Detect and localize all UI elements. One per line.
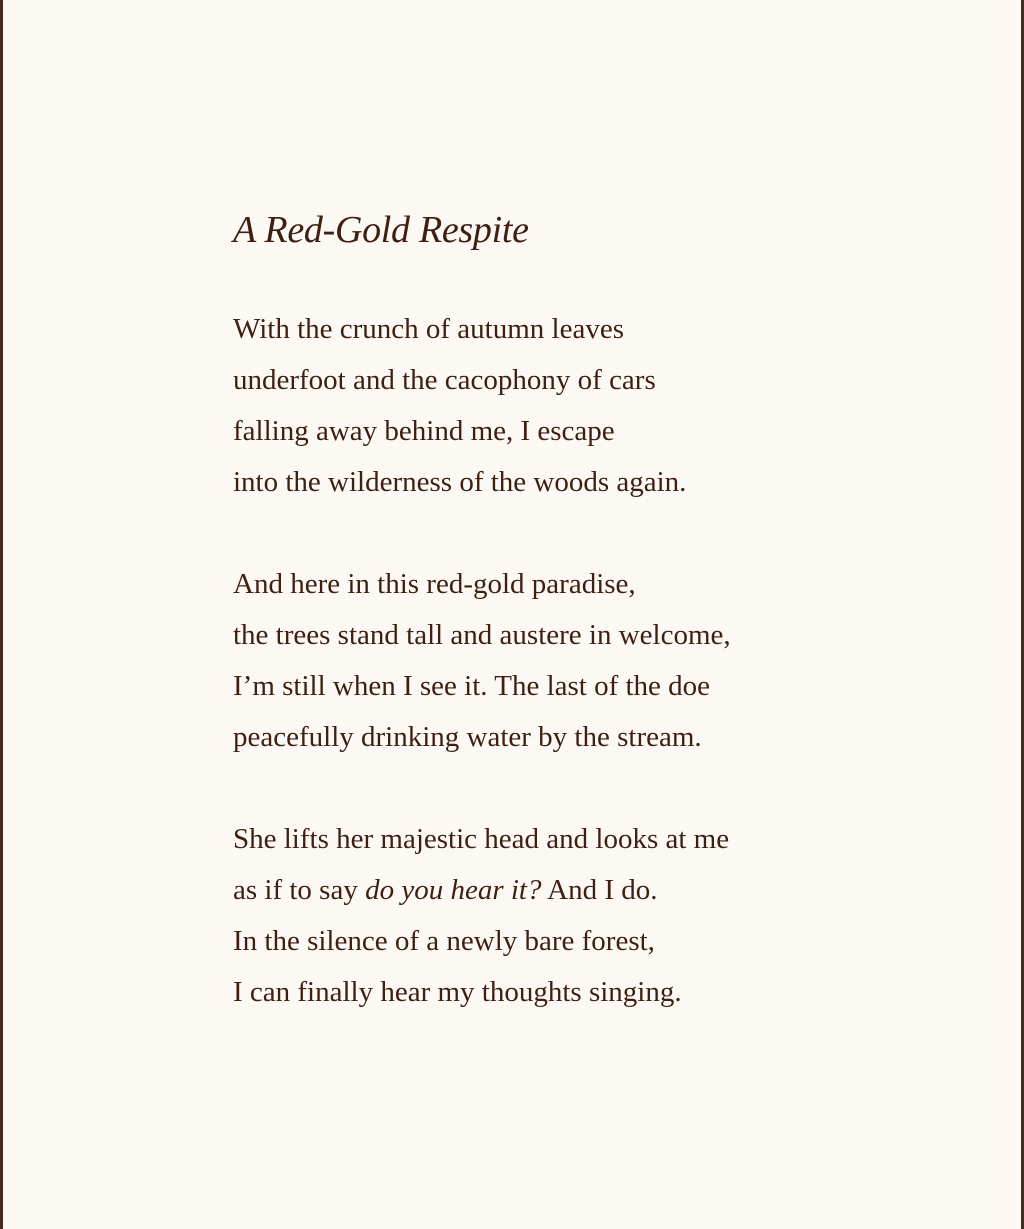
poem-line: peacefully drinking water by the stream.: [233, 721, 702, 753]
italic-phrase: do you hear it?: [365, 874, 542, 906]
poem-line: the trees stand tall and austere in welcome,: [233, 619, 731, 651]
stanza-3: [233, 814, 873, 1018]
poem-line: With the crunch of autumn leaves: [233, 313, 625, 345]
poem-line: I can finally hear my thoughts singing.: [233, 976, 682, 1008]
poem-line: into the wilderness of the woods again.: [233, 466, 687, 498]
poem-line-with-italic: [233, 865, 873, 916]
stanza-1: [233, 304, 873, 508]
poem-line: And here in this red-gold paradise,: [233, 568, 636, 600]
poem-line: I’m still when I see it. The last of the doe: [233, 670, 711, 702]
poem-line: She lifts her majestic head and looks at me: [233, 823, 730, 855]
poem-line: In the silence of a newly bare forest,: [233, 925, 655, 957]
stanza-2: [233, 559, 873, 763]
poem-title: A Red-Gold Respite: [233, 209, 529, 251]
poem-line: falling away behind me, I escape: [233, 415, 615, 447]
line-text-before-italic: as if to say: [233, 874, 366, 906]
poem: [233, 198, 873, 1018]
poem-line: underfoot and the cacophony of cars: [233, 364, 656, 396]
line-text-after-italic: And I do.: [541, 874, 658, 906]
